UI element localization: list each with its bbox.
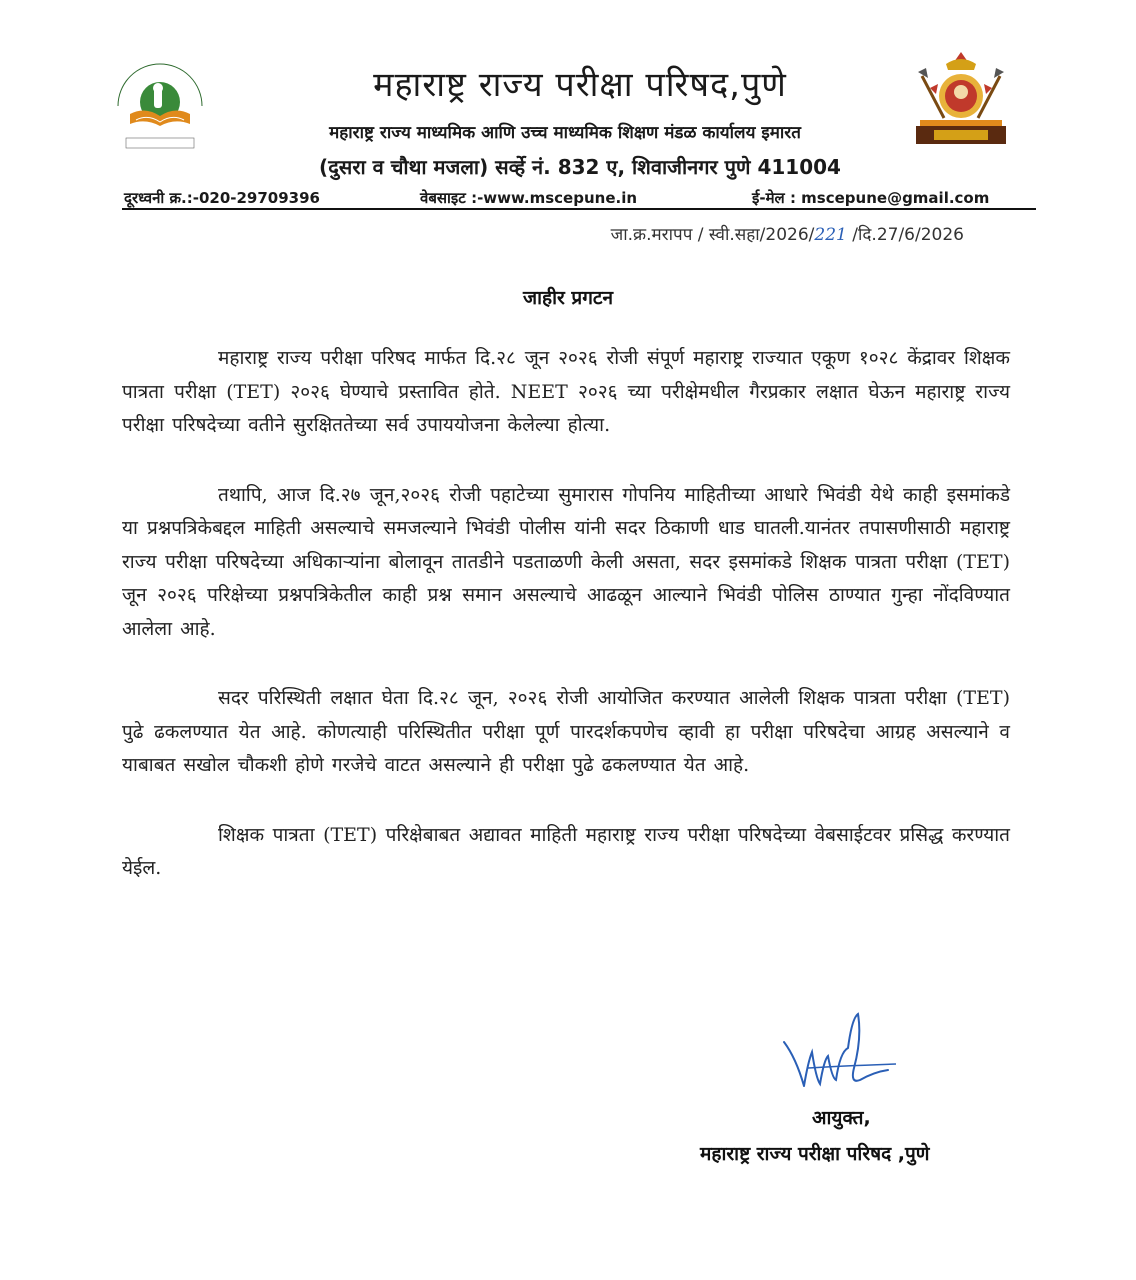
paragraph-1: महाराष्ट्र राज्य परीक्षा परिषद मार्फत दि.२८ जून २०२६ रोजी संपूर्ण महाराष्ट्र राज्यात एकूण १०२८ केंद्रावर शिक्षक पात्रता परीक्षा (TET) २०२६ घेण्याचे प्रस्तावित होते. NEET २०२६ च्या परीक्षेमधील गैरप्रकार लक्षात घेऊन महाराष्ट्र राज्य परीक्षा परिषदेच्या वतीने सुरक्षिततेच्या सर्व उपाययोजना केलेल्या होत्या. [122, 347, 1010, 436]
handwritten-signature-icon [778, 1008, 908, 1100]
phone-number: दूरध्वनी क्र.:-020-29709396 [124, 189, 320, 207]
signatory-org: महाराष्ट्र राज्य परीक्षा परिषद ,पुणे [700, 1143, 930, 1165]
website-link[interactable]: वेबसाइट :-www.mscepune.in [420, 189, 638, 207]
mscepune-seal-icon [108, 58, 212, 150]
reference-date: /दि.27/6/2026 [846, 225, 964, 245]
email-link[interactable]: ई-मेल : mscepune@gmail.com [752, 189, 990, 207]
paragraph-3: सदर परिस्थिती लक्षात घेता दि.२८ जून, २०२६ रोजी आयोजित करण्यात आलेली शिक्षक पात्रता परीक्षा (TET) पुढे ढकलण्यात येत आहे. कोणत्याही परिस्थितीत परीक्षा पूर्ण पारदर्शकपणेच व्हावी हा परीक्षा परिषदेचा आग्रह असल्याने व याबाबत सखोल चौकशी होणे गरजेचे वाटत असल्याने ही परीक्षा पुढे ढकलण्यात येत आहे. [122, 687, 1010, 776]
reference-handwritten-number: 221 [814, 225, 847, 245]
org-subtitle: महाराष्ट्र राज्य माध्यमिक आणि उच्च माध्यमिक शिक्षण मंडळ कार्यालय इमारत [329, 123, 801, 143]
letterhead-divider [122, 208, 1036, 210]
paragraph-2: तथापि, आज दि.२७ जून,२०२६ रोजी पहाटेच्या सुमारास गोपनिय माहितीच्या आधारे भिवंडी येथे काही इसमांकडे या प्रश्नपत्रिकेबद्दल माहिती असल्याचे समजल्याने भिवंडी पोलीस यांनी सदर ठिकाणी धाड घातली.यानंतर तपासणीसाठी महाराष्ट्र राज्य परीक्षा परिषदेच्या अधिकाऱ्यांना बोलावून तातडीने पडताळणी केली असता, सदर इसमांकडे शिक्षक पात्रता परीक्षा (TET) जून २०२६ परिक्षेच्या प्रश्नपत्रिकेतील काही प्रश्न समान असल्याचे आढळून आल्याने भिवंडी पोलिस ठाण्यात गुन्हा नोंदविण्यात आलेला आहे. [122, 483, 1010, 640]
reference-prefix: जा.क्र.मरापप / स्वी.सहा/2026/ [610, 225, 815, 245]
notice-body [122, 342, 1010, 922]
paragraph-4: शिक्षक पात्रता (TET) परिक्षेबाबत अद्यावत माहिती महाराष्ट्र राज्य परीक्षा परिषदेच्या वेबसाईटवर प्रसिद्ध करण्यात येईल. [122, 823, 1010, 879]
notice-heading: जाहीर प्रगटन [522, 287, 614, 309]
signatory-title: आयुक्त, [812, 1107, 871, 1129]
reference-number [611, 222, 964, 245]
org-address: (दुसरा व चौथा मजला) सर्व्हे नं. 832 ए, शिवाजीनगर पुणे 411004 [319, 155, 841, 179]
org-title: महाराष्ट्र राज्य परीक्षा परिषद,पुणे [373, 65, 787, 105]
shivrajmudra-emblem-icon [908, 48, 1014, 154]
